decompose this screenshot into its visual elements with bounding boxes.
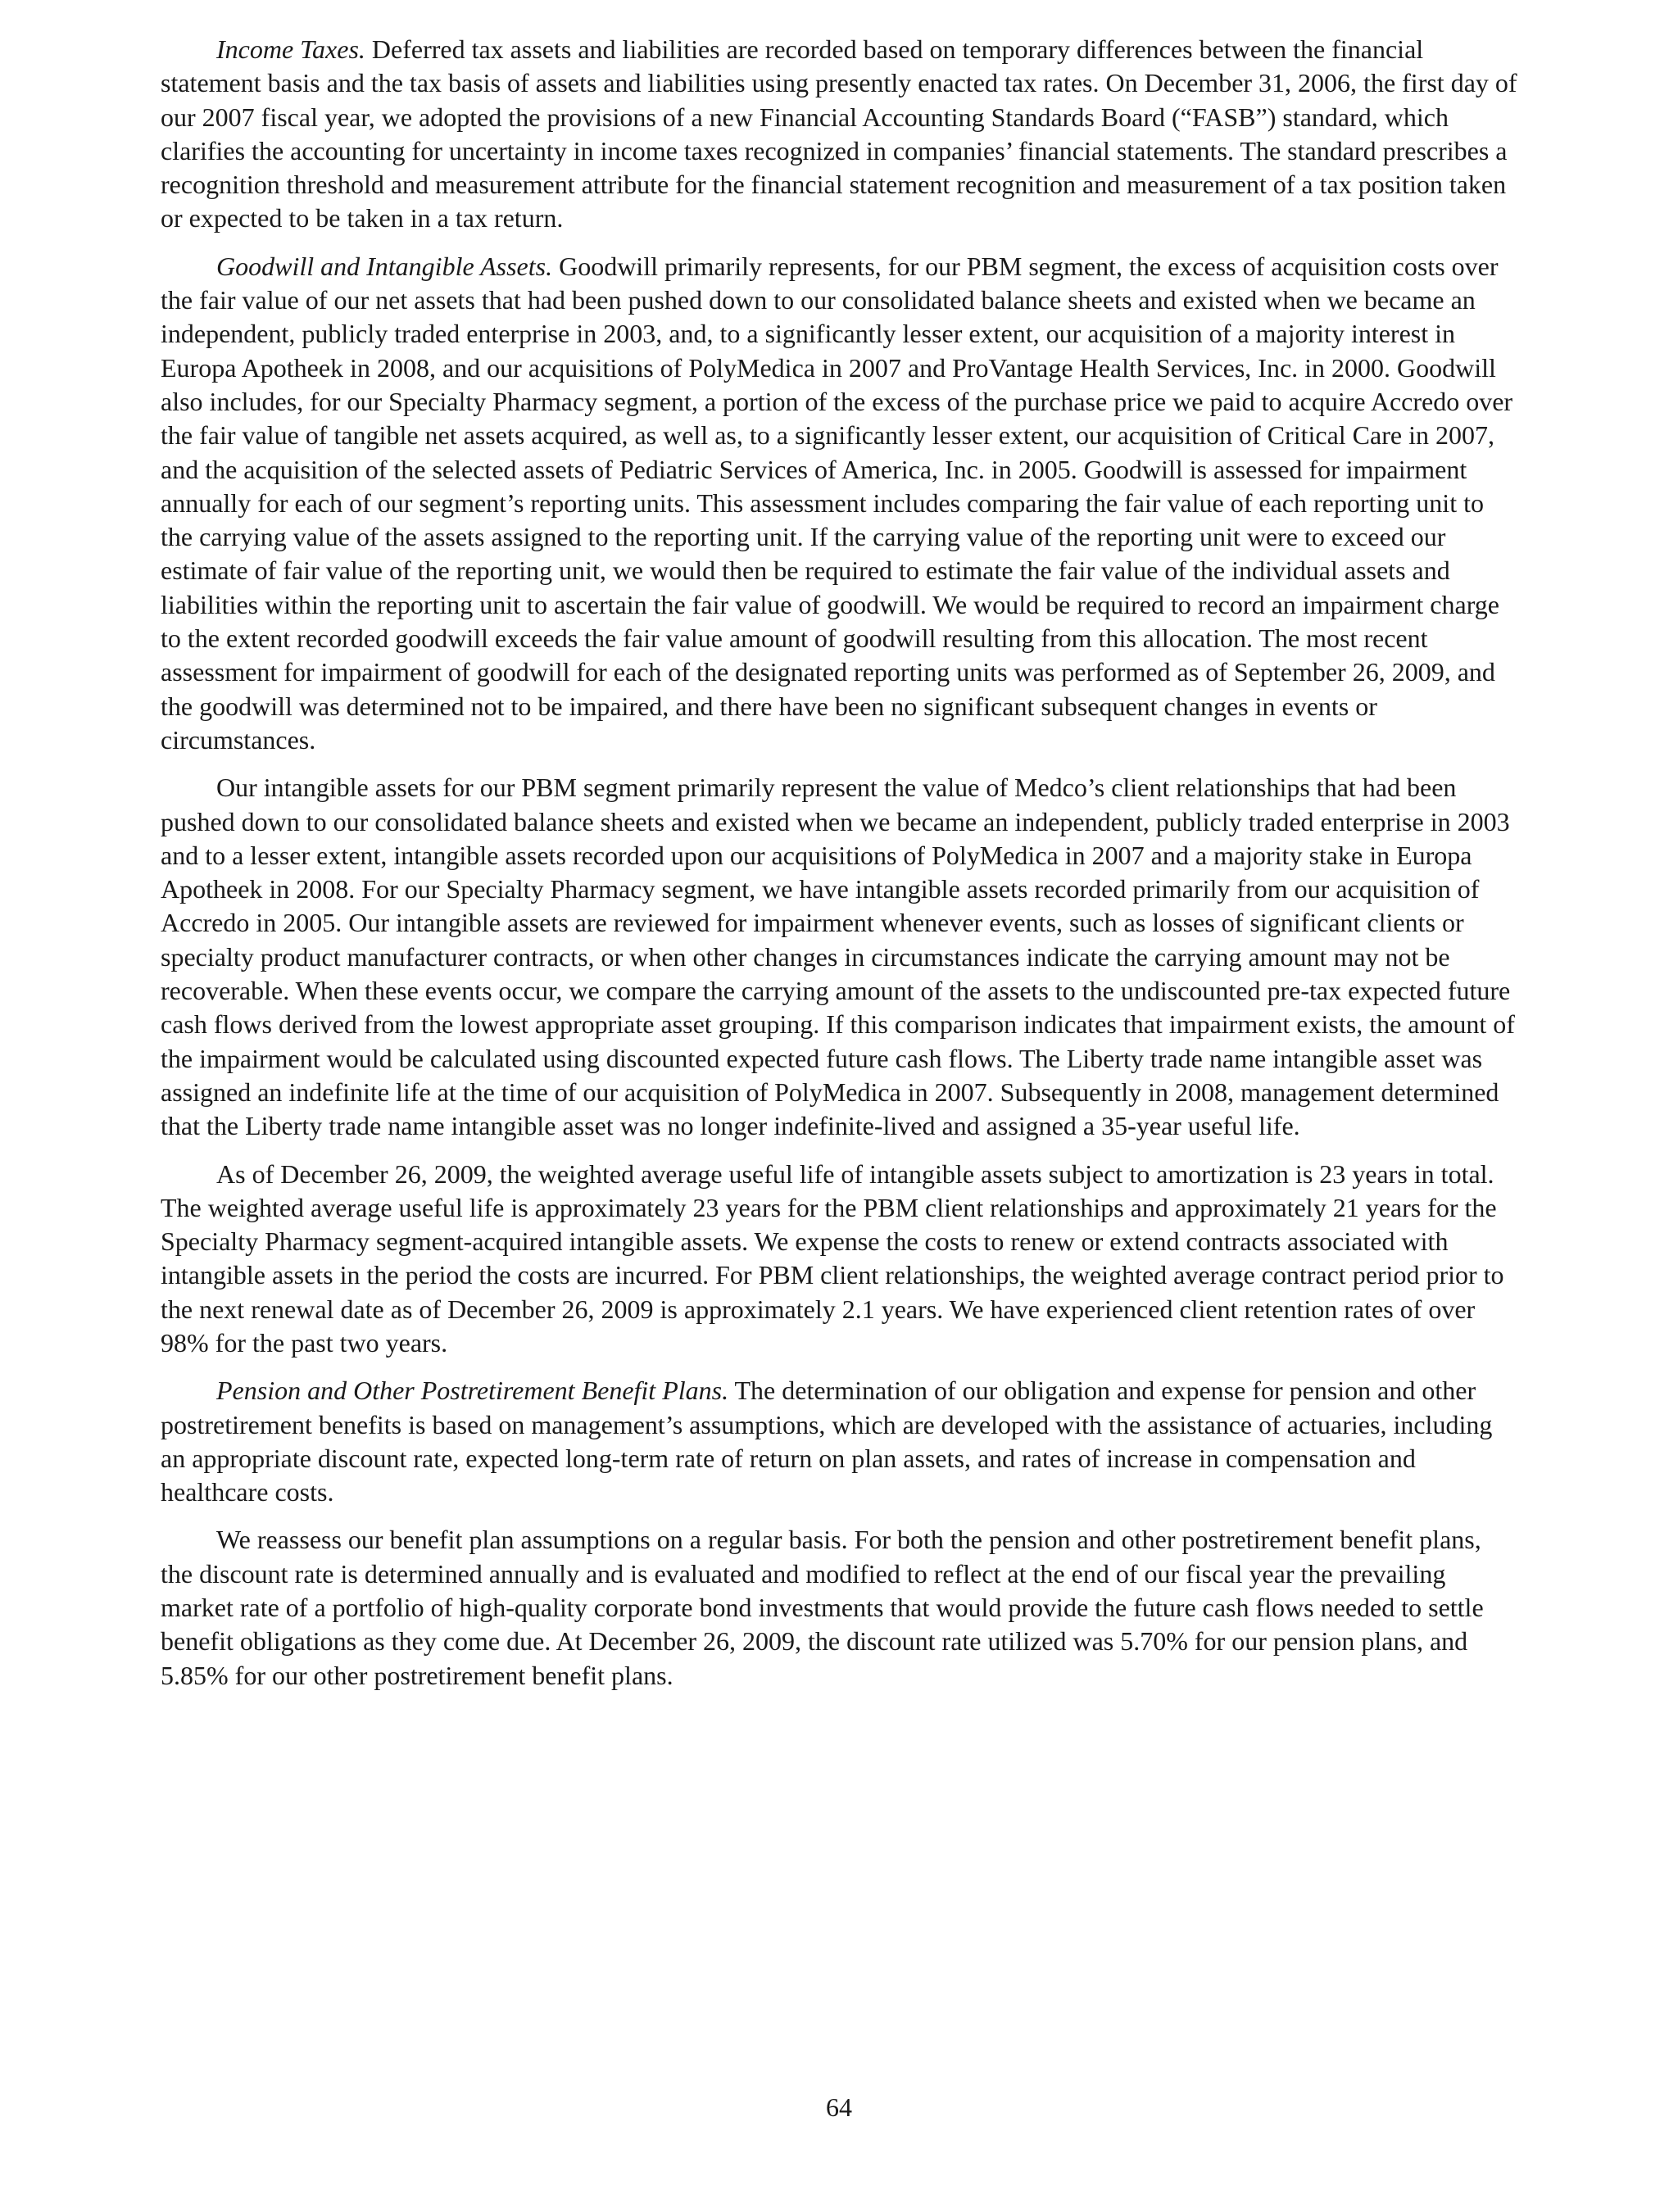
- heading-income-taxes: Income Taxes.: [216, 34, 365, 64]
- heading-goodwill-intangible-assets: Goodwill and Intangible Assets.: [216, 251, 553, 281]
- paragraph-text: We reassess our benefit plan assumptions on a regular basis. For both the pension and other postretirement benefit plans, the discount rate is determined annually and is evaluated and modified to reflect at the end of our fiscal year the prevailing market rate of a portfolio of high-quality corporate bond investments that would provide the future cash flows needed to settle benefit obligations as they come due. At December 26, 2009, the discount rate utilized was 5.70% for our pension plans, and 5.85% for our other postretirement benefit plans.: [161, 1525, 1484, 1690]
- paragraph-intangible-assets: [161, 771, 1517, 1143]
- paragraph-text: The determination of our obligation and expense for pension and other postretirement benefits is based on management’s assumptions, which are developed with the assistance of actuaries, including an appropriate discount rate, expected long-term rate of return on plan assets, and rates of increase in compensation and healthcare costs.: [161, 1376, 1493, 1507]
- page-body: [161, 33, 1517, 1707]
- paragraph-text: Our intangible assets for our PBM segment primarily represent the value of Medco’s client relationships that had been pushed down to our consolidated balance sheets and existed when we became an independent, publicly traded enterprise in 2003 and to a lesser extent, intangible assets recorded upon our acquisitions of PolyMedica in 2007 and a majority stake in Europa Apotheek in 2008. For our Specialty Pharmacy segment, we have intangible assets recorded primarily from our acquisition of Accredo in 2005. Our intangible assets are reviewed for impairment whenever events, such as losses of significant clients or specialty product manufacturer contracts, or when other changes in circumstances indicate the carrying amount may not be recoverable. When these events occur, we compare the carrying amount of the assets to the undiscounted pre-tax expected future cash flows derived from the lowest appropriate asset grouping. If this comparison indicates that impairment exists, the amount of the impairment would be calculated using discounted expected future cash flows. The Liberty trade name intangible asset was assigned an indefinite life at the time of our acquisition of PolyMedica in 2007. Subsequently in 2008, management determined that the Liberty trade name intangible asset was no longer indefinite-lived and assigned a 35-year useful life.: [161, 773, 1515, 1141]
- paragraph-pension: [161, 1374, 1517, 1509]
- paragraph-text: Goodwill primarily represents, for our PBM segment, the excess of acquisition costs over the fair value of our net assets that had been pushed down to our consolidated balance sheets and existed when we became an independent, publicly traded enterprise in 2003, and, to a significantly lesser extent, our acquisition of a majority interest in Europa Apotheek in 2008, and our acquisitions of PolyMedica in 2007 and ProVantage Health Services, Inc. in 2000. Goodwill also includes, for our Specialty Pharmacy segment, a portion of the excess of the purchase price we paid to acquire Accredo over the fair value of tangible net assets acquired, as well as, to a significantly lesser extent, our acquisition of Critical Care in 2007, and the acquisition of the selected assets of Pediatric Services of America, Inc. in 2005. Goodwill is assessed for impairment annually for each of our segment’s reporting units. This assessment includes comparing the fair value of each reporting unit to the carrying value of the assets assigned to the reporting unit. If the carrying value of the reporting unit were to exceed our estimate of fair value of the reporting unit, we would then be required to estimate the fair value of the individual assets and liabilities within the reporting unit to ascertain the fair value of goodwill. We would be required to record an impairment charge to the extent recorded goodwill exceeds the fair value amount of goodwill resulting from this allocation. The most recent assessment for impairment of goodwill for each of the designated reporting units was performed as of September 26, 2009, and the goodwill was determined not to be impaired, and there have been no significant subsequent changes in events or circumstances.: [161, 251, 1513, 755]
- heading-pension-benefit-plans: Pension and Other Postretirement Benefit Plans.: [216, 1376, 729, 1406]
- paragraph-benefit-assumptions: [161, 1523, 1517, 1692]
- paragraph-income-taxes: [161, 33, 1517, 236]
- page-number: 64: [826, 2092, 852, 2122]
- paragraph-useful-life: [161, 1158, 1517, 1361]
- paragraph-text: As of December 26, 2009, the weighted average useful life of intangible assets subject to amortization is 23 years in total. The weighted average useful life is approximately 23 years for the PBM client relationships and approximately 21 years for the Specialty Pharmacy segment-acquired intangible assets. We expense the costs to renew or extend contracts associated with intangible assets in the period the costs are incurred. For PBM client relationships, the weighted average contract period prior to the next renewal date as of December 26, 2009 is approximately 2.1 years. We have experienced client retention rates of over 98% for the past two years.: [161, 1158, 1504, 1358]
- paragraph-goodwill: [161, 250, 1517, 757]
- paragraph-text: Deferred tax assets and liabilities are recorded based on temporary differences between the financial statement basis and the tax basis of assets and liabilities using presently enacted tax rates. On December 31, 2006, the first day of our 2007 fiscal year, we adopted the provisions of a new Financial Accounting Standards Board (“FASB”) standard, which clarifies the accounting for uncertainty in income taxes recognized in companies’ financial statements. The standard prescribes a recognition threshold and measurement attribute for the financial statement recognition and measurement of a tax position taken or expected to be taken in a tax return.: [161, 34, 1517, 233]
